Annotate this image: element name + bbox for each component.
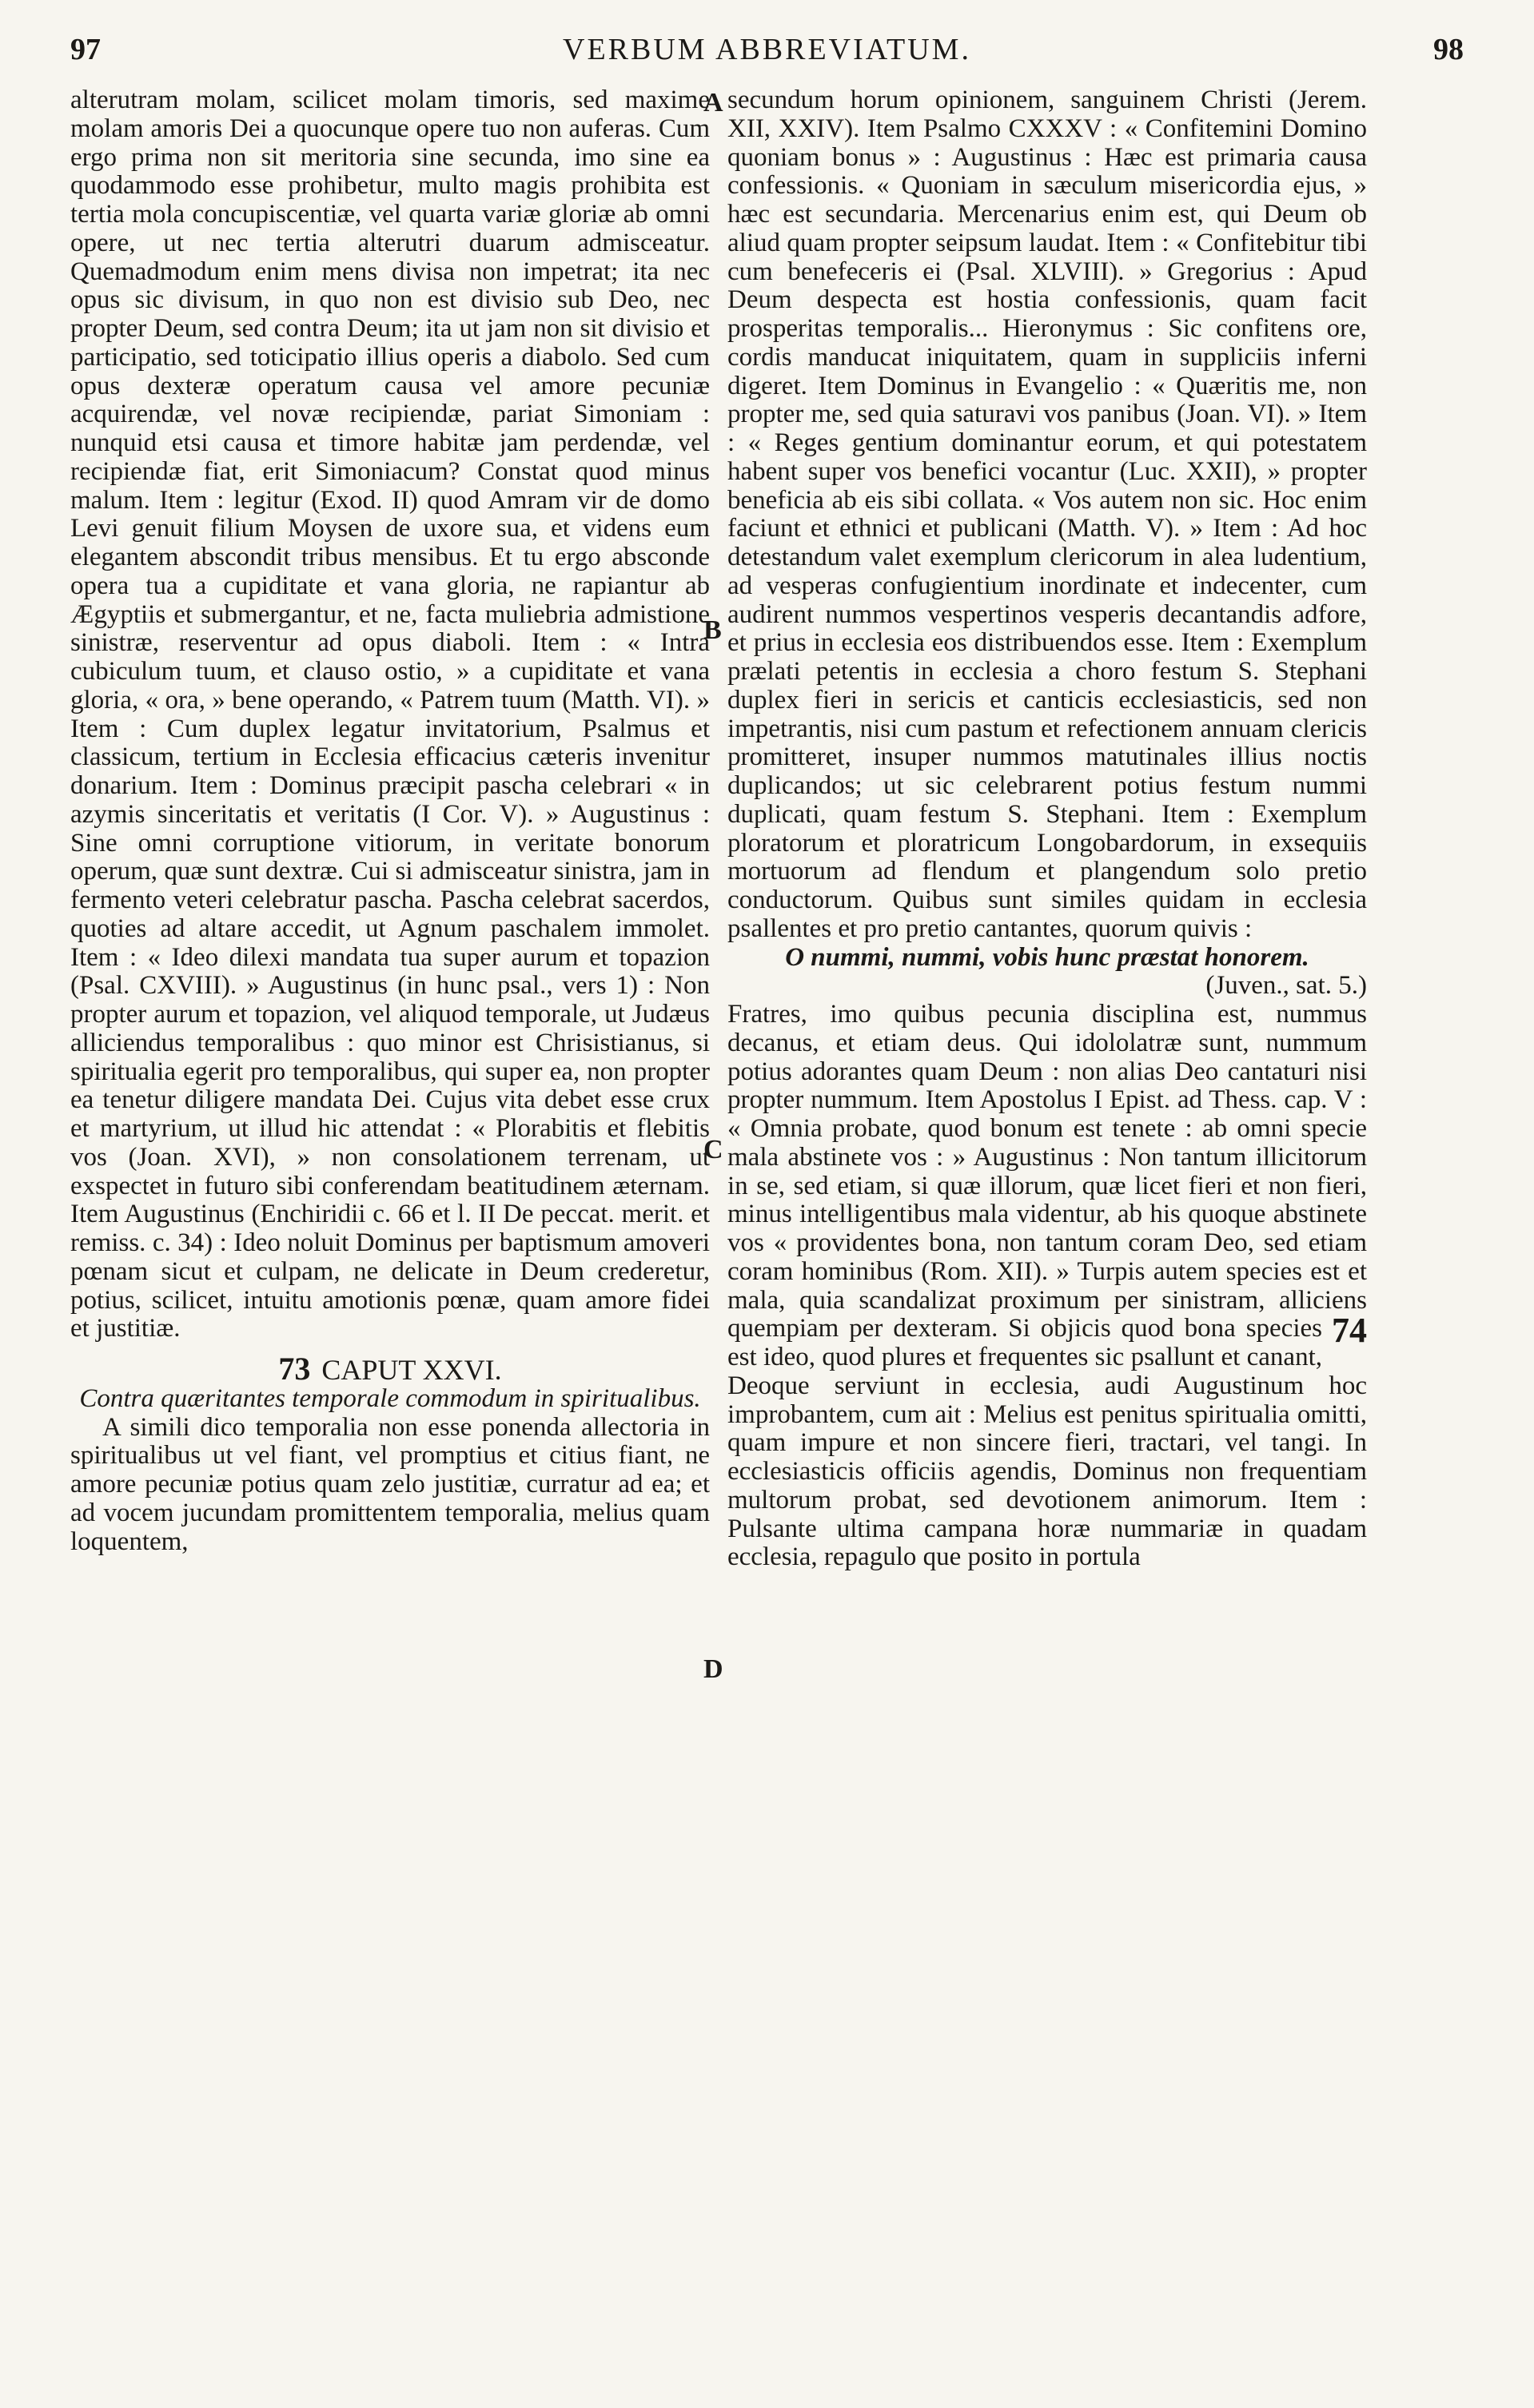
right-paragraph-2-text: Fratres, imo quibus pecunia disciplina est, nummus decanus, et etiam deus. Qui idololatræ sunt, nummum potius adorantes quam Deum : non alias Deo cantaturi nisi propter nummum. Item Apostolus I Epist. ad Thess. cap. V : « Omnia probate, quod bonum est tenete : ab omni specie mala abstinete vos : » Augustinus : Non tantum illicitorum in se, sed etiam, si quæ illorum, quæ licet fieri et non fieri, minus intelligentibus mala videntur, ab his quoque abstinete vos « providentes bona, non tantum coram Deo, sed etiam coram hominibus (Rom. XII). » Turpis autem species est et mala, quia scandalizat proximum per sinistram, alliciens — [727, 1000, 1367, 1315]
right-paragraph-2-tail: quempiam per dexteram. Si objicis quod bona species est ideo, quod plures et frequentes sic psallunt et canant, Deoque serviunt in ecclesia, audi Augustinum hoc improbantem, cum ait : Melius est penitus spiritualia omitti, quam impure et non sincere fieri, tractari, vel tangi. In ecclesiasticis officiis agendis, Dominus non frequentiam multorum probat, sed devotionem animorum. Item : Pulsante ultima campana horæ nummariæ in quadam ecclesia, repagulo que posito in portula — [727, 1314, 1367, 1572]
running-title: VERBUM ABBREVIATUM. — [563, 33, 971, 66]
verse-quote: O nummi, nummi, vobis hunc præstat honorem. — [785, 942, 1309, 972]
left-paragraph-2: A simili dico temporalia non esse ponenda allectoria in spiritualibus ut vel fiant, vel promptius et citius fiant, ne amore pecuniæ potius quam zelo justitiæ, curratur ad ea; et ad vocem jucundam promittentem temporalia, melius quam loquentem, — [70, 1412, 710, 1556]
right-paragraph-2 — [727, 1001, 1367, 1572]
chapter-title: CAPUT XXVI. — [321, 1354, 502, 1386]
margin-letter-c: C — [703, 1135, 723, 1164]
section-number: 74 — [1332, 1311, 1367, 1351]
left-column — [70, 86, 710, 1556]
chapter-heading — [70, 1351, 710, 1387]
left-page-number: 97 — [70, 33, 101, 66]
right-column — [727, 86, 1367, 1572]
verse-reference: (Juven., sat. 5.) — [1205, 971, 1367, 1001]
chapter-subtitle: Contra quæritantes temporale commodum in spiritualibus. — [79, 1383, 701, 1413]
margin-letter-a: A — [703, 88, 723, 117]
left-paragraph-1: alterutram molam, scilicet molam timoris, sed maxime molam amoris Dei a quocunque opere tuo non auferas. Cum ergo prima non sit meritoria sine secunda, imo sine ea quodammodo esse prohibetur, multo magis prohibita est tertia mola concupiscentiæ, vel quarta variæ gloriæ ab omni opere, ut nec tertia alterutri duarum admisceatur. Quemadmodum enim mens divisa non impetrat; ita nec opus sic divisum, in quo non est divisio sub Deo, nec propter Deum, sed contra Deum; ita ut jam non sit divisio et participatio, sed toticipatio illius operis a diabolo. Sed cum opus dexteræ operatum causa vel amore pecuniæ acquirendæ, vel novæ recipiendæ, pariat Simoniam : nunquid etsi causa et timore habitæ jam perdendæ, vel recipiendæ fiat, erit Simoniacum? Constat quod minus malum. Item : legitur (Exod. II) quod Amram vir de domo Levi genuit filium Moysen de uxore sua, et videns eum elegantem abscondit tribus mensibus. Et tu ergo absconde opera tua a cupiditate et vana gloria, ne rapiantur ab Ægyptiis et submergantur, et ne, facta muliebria admistione sinistræ, reserventur ad opus diaboli. Item : « Intra cubiculum tuum, et clauso ostio, » a cupiditate et vana gloria, « ora, » bene operando, « Patrem tuum (Matth. VI). » Item : Cum duplex legatur invitatorium, Psalmus et classicum, tertium in Ecclesia efficacius cæteris invenitur donarium. Item : Dominus præcipit pascha celebrari « in azymis sinceritatis et veritatis (I Cor. V). » Augustinus : Sine omni corruptione vitiorum, in veritate bonorum operum, quæ sunt dextræ. Cui si admisceatur sinistra, jam in fermento veteri celebratur pascha. Pascha celebrat sacerdos, quoties ad altare accedit, ut Agnum paschalem immolet. Item : « Ideo dilexi mandata tua super aurum et topazion (Psal. CXVIII). » Augustinus (in hunc psal., vers 1) : Non propter aurum et topazion, vel aliquod temporale, ut Judæus alliciendus temporalibus : quo minor est Chrisistianus, si spiritualia egerit pro temporalibus, qui super ea, non propter ea tenetur diligere mandata Dei. Cujus vita debet esse crux et martyrium, ut illud hic attendat : « Plorabitis et flebitis vos (Joan. XVI), » non consolationem terrenam, ut exspectet in futuro sibi conferendam beatitudinem æternam. Item Augustinus (Enchiridii c. 66 et l. II De peccat. merit. et remiss. c. 34) : Ideo noluit Dominus per baptismum amoveri pœnam sicut et culpam, ne delicate in Deum crederetur, potius, scilicet, intuitu amotionis pœnæ, quam amore fidei et justitiæ. — [70, 86, 710, 1343]
page-header — [70, 32, 1464, 77]
margin-letter-b: B — [703, 615, 722, 645]
margin-letter-d: D — [703, 1654, 723, 1684]
chapter-number: 73 — [278, 1351, 311, 1387]
right-page-number: 98 — [1433, 33, 1464, 66]
right-paragraph-1: secundum horum opinionem, sanguinem Christi (Jerem. XII, XXIV). Item Psalmo CXXXV : « Confitemini Domino quoniam bonus » : Augustinus : Hæc est primaria causa confessionis. « Quoniam in sæculum misericordia ejus, » hæc est secundaria. Mercenarius enim est, qui Deum ob aliud quam propter seipsum laudat. Item : « Confitebitur tibi cum benefeceris ei (Psal. XLVIII). » Gregorius : Apud Deum despecta est hostia confessionis, quam facit prosperitas temporalis... Hieronymus : Sic confitens ore, cordis manducat iniquitatem, quam in suppliciis inferni digeret. Item Dominus in Evangelio : « Quæritis me, non propter me, sed quia saturavi vos panibus (Joan. VI). » Item : « Reges gentium dominantur eorum, et qui potestatem habent super vos benefici vocantur (Luc. XXII), » propter beneficia ab eis sibi collata. « Vos autem non sic. Hoc enim faciunt et ethnici et publicani (Matth. V). » Item : Ad hoc detestandum valet exemplum clericorum in alea ludentium, ad vesperas confugientium inordinate et indecenter, cum audirent nummos vespertinos vesperis decantandis adfore, et prius in ecclesia eos distribuendos esse. Item : Exemplum prælati petentis in ecclesia a choro festum S. Stephani duplex fieri in sericis et canticis ecclesiasticis, sed non impetrantis, nisi cum pastum et refectionem annuam clericis promitteret, insuper nummos matutinales illius noctis duplicandos; ut sic celebrarent potius festum nummi duplicati, quam festum S. Stephani. Item : Exemplum ploratorum et ploratricum Longobardorum, in exsequiis mortuorum ad flendum et plangendum solo pretio conductorum. Quibus sunt similes quidam in ecclesia psallentes et pro pretio cantantes, quorum quivis : — [727, 86, 1367, 943]
